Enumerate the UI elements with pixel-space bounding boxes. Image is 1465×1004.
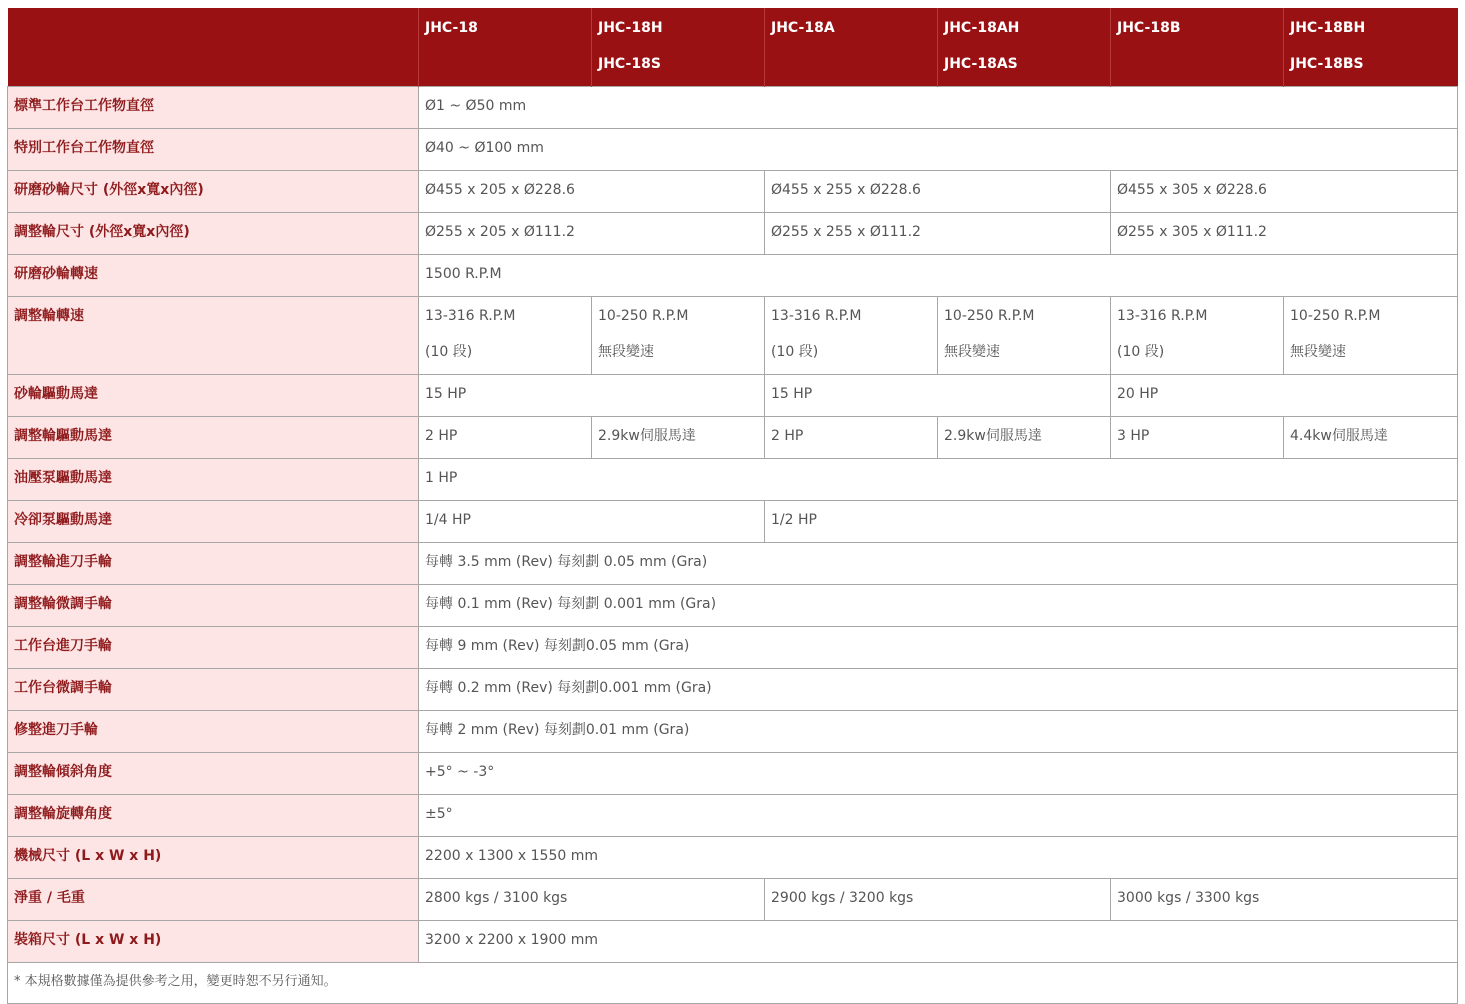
spec-value: 2 HP	[425, 428, 458, 444]
spec-value: Ø455 x 305 x Ø228.6	[1117, 182, 1267, 198]
model-header-cell	[1284, 8, 1458, 87]
spec-value: 每轉 3.5 mm (Rev) 每刻劃 0.05 mm (Gra)	[425, 554, 708, 570]
spec-row	[8, 171, 1458, 213]
spec-value-cell	[765, 297, 938, 375]
spec-row	[8, 459, 1458, 501]
spec-value: 13-316 R.P.M	[1117, 308, 1208, 324]
spec-value-cell	[1111, 213, 1458, 255]
spec-label: 標準工作台工作物直徑	[8, 87, 419, 129]
spec-table-footer	[8, 963, 1458, 1004]
footnote-row	[8, 963, 1458, 1004]
spec-label: 特別工作台工作物直徑	[8, 129, 419, 171]
spec-row	[8, 795, 1458, 837]
spec-table-header	[8, 8, 1458, 87]
spec-value: Ø455 x 205 x Ø228.6	[425, 182, 575, 198]
spec-value-cell	[419, 255, 1458, 297]
spec-value-cell	[419, 921, 1458, 963]
spec-value-cell	[419, 837, 1458, 879]
spec-value: 2.9kw伺服馬達	[598, 428, 696, 444]
spec-row	[8, 129, 1458, 171]
spec-label: 研磨砂輪轉速	[8, 255, 419, 297]
spec-row	[8, 837, 1458, 879]
spec-value: 1/4 HP	[425, 512, 471, 528]
spec-label: 工作台微調手輪	[8, 669, 419, 711]
footnote: * 本規格數據僅為提供參考之用，變更時恕不另行通知。	[8, 963, 1458, 1004]
spec-value-cell	[419, 543, 1458, 585]
spec-value: Ø255 x 305 x Ø111.2	[1117, 224, 1267, 240]
model-header-cell	[592, 8, 765, 87]
spec-label: 工作台進刀手輪	[8, 627, 419, 669]
model-header-cell	[1111, 8, 1284, 87]
spec-value: 15 HP	[425, 386, 467, 402]
spec-row	[8, 921, 1458, 963]
spec-label: 調整輪驅動馬達	[8, 417, 419, 459]
spec-value-cell	[765, 171, 1111, 213]
spec-value-cell	[592, 297, 765, 375]
spec-row	[8, 417, 1458, 459]
spec-value-cell	[419, 87, 1458, 129]
spec-value-cell	[419, 879, 765, 921]
spec-value: 3 HP	[1117, 428, 1150, 444]
spec-value-cell	[419, 711, 1458, 753]
spec-value-cell	[765, 501, 1458, 543]
spec-value: Ø455 x 255 x Ø228.6	[771, 182, 921, 198]
spec-value: 4.4kw伺服馬達	[1290, 428, 1388, 444]
spec-value: 13-316 R.P.M	[771, 308, 862, 324]
spec-value: 3200 x 2200 x 1900 mm	[425, 932, 598, 948]
spec-value: 15 HP	[771, 386, 813, 402]
header-corner-cell	[8, 8, 419, 87]
spec-label: 砂輪驅動馬達	[8, 375, 419, 417]
model-header-row	[8, 8, 1458, 87]
model-name: JHC-18BS	[1290, 56, 1364, 72]
model-header-cell	[765, 8, 938, 87]
spec-row	[8, 879, 1458, 921]
model-name: JHC-18A	[771, 20, 835, 36]
spec-label: 調整輪傾斜角度	[8, 753, 419, 795]
spec-value-cell	[419, 459, 1458, 501]
spec-value: ±5°	[425, 806, 453, 822]
spec-value: 10-250 R.P.M	[944, 308, 1035, 324]
spec-value: Ø1 ~ Ø50 mm	[425, 98, 527, 114]
model-name: JHC-18S	[598, 56, 661, 72]
spec-value: 13-316 R.P.M	[425, 308, 516, 324]
model-name: JHC-18B	[1117, 20, 1181, 36]
spec-value: 1500 R.P.M	[425, 266, 502, 282]
spec-value: 3000 kgs / 3300 kgs	[1117, 890, 1260, 906]
spec-value: 無段變速	[944, 344, 1000, 360]
spec-value: 2200 x 1300 x 1550 mm	[425, 848, 598, 864]
spec-value-cell	[1111, 297, 1284, 375]
model-header-cell	[938, 8, 1111, 87]
model-name: JHC-18AS	[944, 56, 1018, 72]
spec-row	[8, 87, 1458, 129]
spec-value-cell	[419, 669, 1458, 711]
spec-value: Ø255 x 255 x Ø111.2	[771, 224, 921, 240]
spec-value: 1/2 HP	[771, 512, 817, 528]
spec-value-cell	[419, 171, 765, 213]
spec-value-cell	[765, 417, 938, 459]
spec-row	[8, 213, 1458, 255]
spec-label: 調整輪微調手輪	[8, 585, 419, 627]
spec-value-cell	[1111, 417, 1284, 459]
spec-value-cell	[1284, 297, 1458, 375]
model-name: JHC-18AH	[944, 20, 1020, 36]
spec-value: 20 HP	[1117, 386, 1159, 402]
model-header-cell	[419, 8, 592, 87]
spec-row	[8, 585, 1458, 627]
spec-label: 裝箱尺寸 (L x W x H)	[8, 921, 419, 963]
spec-row	[8, 711, 1458, 753]
spec-value-cell	[419, 585, 1458, 627]
spec-value: +5° ~ -3°	[425, 764, 495, 780]
spec-value: 2.9kw伺服馬達	[944, 428, 1042, 444]
spec-table-container	[7, 8, 1457, 1004]
spec-value: 10-250 R.P.M	[1290, 308, 1381, 324]
spec-label: 調整輪尺寸 (外徑x寬x內徑)	[8, 213, 419, 255]
spec-value: 每轉 9 mm (Rev) 每刻劃0.05 mm (Gra)	[425, 638, 690, 654]
spec-label: 機械尺寸 (L x W x H)	[8, 837, 419, 879]
spec-value: 2800 kgs / 3100 kgs	[425, 890, 568, 906]
spec-value: 10-250 R.P.M	[598, 308, 689, 324]
spec-row	[8, 297, 1458, 375]
spec-label: 調整輪進刀手輪	[8, 543, 419, 585]
spec-value-cell	[938, 297, 1111, 375]
spec-row	[8, 753, 1458, 795]
spec-value: 1 HP	[425, 470, 458, 486]
spec-value-cell	[419, 375, 765, 417]
model-name: JHC-18H	[598, 20, 663, 36]
spec-value-cell	[419, 501, 765, 543]
spec-value-cell	[419, 753, 1458, 795]
spec-value: (10 段)	[425, 344, 473, 360]
spec-label: 調整輪旋轉角度	[8, 795, 419, 837]
spec-label: 油壓泵驅動馬達	[8, 459, 419, 501]
spec-table	[7, 8, 1458, 1004]
spec-value-cell	[765, 879, 1111, 921]
spec-value: Ø40 ~ Ø100 mm	[425, 140, 544, 156]
spec-value: 每轉 2 mm (Rev) 每刻劃0.01 mm (Gra)	[425, 722, 690, 738]
spec-row	[8, 501, 1458, 543]
spec-value-cell	[938, 417, 1111, 459]
spec-value: 每轉 0.1 mm (Rev) 每刻劃 0.001 mm (Gra)	[425, 596, 717, 612]
spec-value-cell	[419, 129, 1458, 171]
spec-value-cell	[1284, 417, 1458, 459]
model-name: JHC-18BH	[1290, 20, 1366, 36]
spec-value-cell	[592, 417, 765, 459]
spec-value-cell	[419, 297, 592, 375]
spec-value: 2900 kgs / 3200 kgs	[771, 890, 914, 906]
spec-label: 修整進刀手輪	[8, 711, 419, 753]
spec-row	[8, 669, 1458, 711]
spec-value: (10 段)	[771, 344, 819, 360]
spec-row	[8, 375, 1458, 417]
spec-value-cell	[1111, 171, 1458, 213]
spec-table-body	[8, 87, 1458, 963]
spec-value-cell	[419, 627, 1458, 669]
spec-value-cell	[1111, 375, 1458, 417]
spec-value: 每轉 0.2 mm (Rev) 每刻劃0.001 mm (Gra)	[425, 680, 712, 696]
spec-value-cell	[765, 375, 1111, 417]
spec-value-cell	[419, 213, 765, 255]
spec-value: 無段變速	[598, 344, 654, 360]
spec-value-cell	[1111, 879, 1458, 921]
spec-value: (10 段)	[1117, 344, 1165, 360]
spec-label: 淨重 / 毛重	[8, 879, 419, 921]
spec-value: 2 HP	[771, 428, 804, 444]
spec-value-cell	[419, 417, 592, 459]
spec-label: 研磨砂輪尺寸 (外徑x寬x內徑)	[8, 171, 419, 213]
spec-value-cell	[419, 795, 1458, 837]
spec-row	[8, 255, 1458, 297]
spec-row	[8, 543, 1458, 585]
spec-value: 無段變速	[1290, 344, 1346, 360]
model-name: JHC-18	[425, 20, 478, 36]
spec-label: 冷卻泵驅動馬達	[8, 501, 419, 543]
spec-value-cell	[765, 213, 1111, 255]
spec-label: 調整輪轉速	[8, 297, 419, 375]
spec-row	[8, 627, 1458, 669]
spec-value: Ø255 x 205 x Ø111.2	[425, 224, 575, 240]
